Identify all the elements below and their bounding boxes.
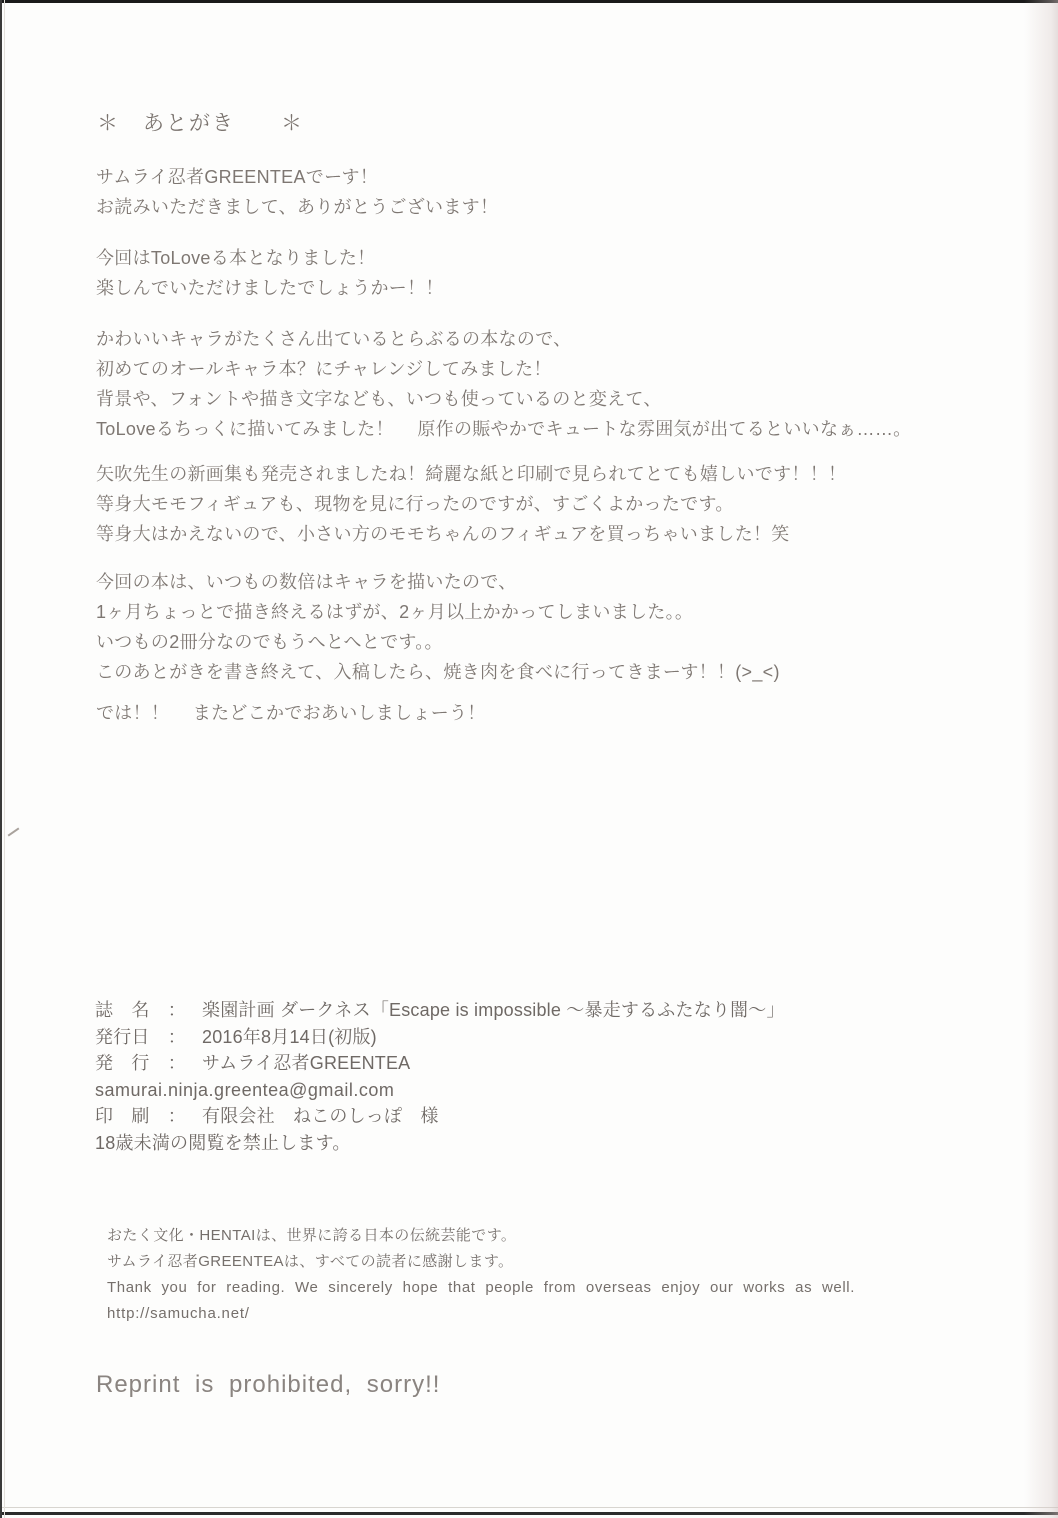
colophon-value: 楽園計画 ダークネス「Escape is impossible ～暴走するふたなり闇～」 [202, 1000, 785, 1020]
scan-edge-top [0, 0, 1058, 3]
credits-block [107, 1223, 855, 1327]
colophon-value: 2016年8月14日(初版) [202, 1026, 377, 1047]
text-line: 等身大モモフィギュアも、現物を見に行ったのですが、すごくよかったです。 [96, 494, 734, 514]
colophon-row-publisher [95, 1050, 785, 1077]
scan-artifact-mark [8, 827, 20, 836]
contact-email: samurai.ninja.greentea@gmail.com [95, 1079, 395, 1100]
text-line: 等身大はかえないので、小さい方のモモちゃんのフィギュアを買っちゃいました！笑 [96, 524, 790, 544]
text-line: 楽しんでいただけましたでしょうかー！！ [96, 278, 444, 298]
text-line: ToLoveるちっくに描いてみました！ 原作の賑やかでキュートな雰囲気が出てるといいなぁ……。 [96, 419, 912, 439]
colophon [95, 997, 785, 1156]
paragraph-closing [96, 698, 486, 728]
colophon-value: サムライ忍者GREENTEA [202, 1053, 411, 1073]
text-line: 矢吹先生の新画集も発売されましたね！綺麗な紙と印刷で見られてとても嬉しいです！！！ [96, 464, 847, 484]
paragraph-artbook [96, 459, 846, 549]
scan-shadow-right [1024, 0, 1058, 1518]
colophon-row-date [95, 1024, 785, 1051]
colophon-label: 発行日 ： [95, 1026, 186, 1047]
text-line: 初めてのオールキャラ本？にチャレンジしてみました！ [96, 359, 552, 379]
text-line: 今回はToLoveる本となりました！ [96, 248, 376, 268]
colophon-value: 有限会社 ねこのしっぽ 様 [202, 1106, 439, 1126]
website-url: http://samucha.net/ [107, 1305, 250, 1322]
age-restriction-notice: 18歳未満の閲覧を禁止します。 [95, 1132, 351, 1153]
credits-line-english: Thank you for reading. We sincerely hope that people from overseas enjoy our works as well. [107, 1279, 855, 1296]
paragraph-book-intro [96, 243, 444, 303]
credits-line-culture: おたく文化・HENTAIは、世界に誇る日本の伝統芸能です。 [107, 1227, 517, 1244]
page-title: ＊ あとがき ＊ [97, 112, 304, 135]
reprint-notice: Reprint is prohibited, sorry!! [96, 1371, 441, 1398]
paragraph-challenge [96, 324, 911, 444]
colophon-row-printer [95, 1103, 785, 1130]
colophon-row-title [95, 997, 785, 1024]
text-line: サムライ忍者GREENTEAでーす！ [96, 167, 379, 187]
text-line: では！！ またどこかでおあいしましょーう！ [96, 703, 486, 723]
text-line: 1ヶ月ちょっとで描き終えるはずが、2ヶ月以上かかってしまいました。。 [96, 602, 694, 622]
scan-edge-left [0, 0, 2, 1518]
scan-edge-left-faint [4, 0, 5, 1518]
scan-edge-bottom [0, 1512, 1058, 1515]
credits-line-thanks: サムライ忍者GREENTEAは、すべての読者に感謝します。 [107, 1253, 514, 1270]
text-line: 背景や、フォントや描き文字なども、いつも使っているのと変えて、 [96, 389, 662, 409]
scan-edge-bottom-faint [0, 1507, 1058, 1508]
paragraph-greeting [96, 162, 498, 222]
text-line: このあとがきを書き終えて、入稿したら、焼き肉を食べに行ってきまーす！！(>_<) [96, 662, 780, 682]
colophon-label: 発 行 ： [95, 1053, 186, 1073]
colophon-label: 誌 名 ： [95, 1000, 186, 1020]
text-line: かわいいキャラがたくさん出ているとらぶるの本なので、 [96, 329, 572, 349]
colophon-label: 印 刷 ： [95, 1106, 186, 1126]
text-line: いつもの2冊分なのでもうへとへとです。。 [96, 632, 443, 652]
text-line: お読みいただきまして、ありがとうございます！ [96, 197, 499, 217]
text-line: 今回の本は、いつもの数倍はキャラを描いたので、 [96, 572, 517, 592]
paragraph-workload [96, 567, 780, 687]
